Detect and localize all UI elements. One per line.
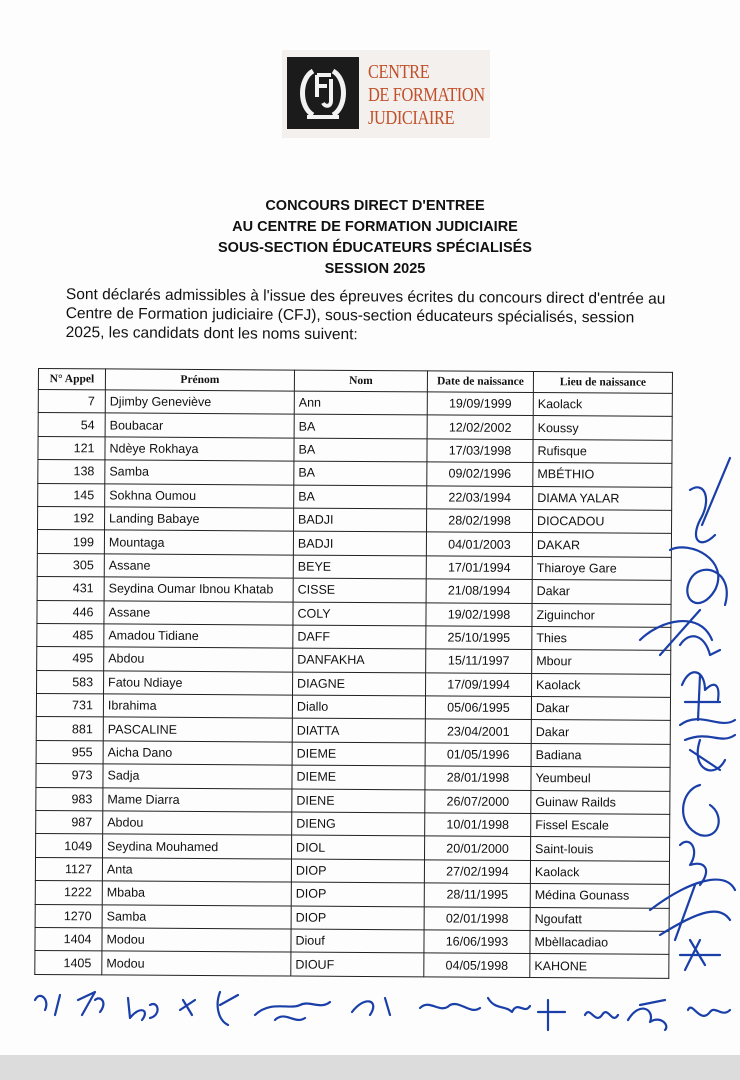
cell-birth-date: 04/05/1998	[424, 953, 530, 977]
cell-first-name: Amadou Tidiane	[104, 624, 293, 649]
cell-call-number: 485	[37, 623, 104, 647]
cell-call-number: 1404	[35, 927, 102, 951]
intro-paragraph: Sont déclarés admissibles à l'issue des épreuves écrites du concours direct d'entrée au Centre de Formation judiciaire (CFJ), sous-section éducateurs spécialisés, session 2025, les candidats dont les noms suivent:	[65, 285, 666, 344]
cell-birth-place: Mbèllacadiao	[530, 931, 669, 955]
cell-first-name: Ibrahima	[103, 694, 292, 719]
cell-birth-date: 22/03/1994	[427, 485, 533, 509]
cell-first-name: Assane	[104, 600, 293, 625]
cell-birth-date: 16/06/1993	[424, 930, 530, 954]
cell-last-name: Diouf	[291, 929, 424, 953]
cell-first-name: Seydina Mouhamed	[103, 834, 292, 859]
title-line-4: SESSION 2025	[324, 261, 426, 277]
cell-first-name: Fatou Ndiaye	[104, 671, 293, 696]
header-first-name: Prénom	[105, 369, 294, 391]
cell-first-name: Sokhna Oumou	[105, 483, 294, 508]
cell-birth-place: Ziguinchor	[532, 603, 671, 627]
cell-birth-place: MBÉTHIO	[533, 463, 672, 487]
cell-birth-date: 20/01/2000	[425, 836, 531, 860]
cell-call-number: 987	[36, 811, 103, 835]
cell-birth-place: Dakar	[531, 720, 670, 744]
cell-call-number: 495	[37, 647, 104, 671]
cell-last-name: BA	[294, 438, 427, 462]
logo-wordmark	[368, 61, 485, 130]
cell-birth-place: DIOCADOU	[533, 509, 672, 533]
cell-birth-place: Yeumbeul	[531, 767, 670, 791]
header-last-name: Nom	[294, 370, 427, 392]
cell-call-number: 121	[38, 436, 105, 460]
cfj-emblem-icon	[287, 57, 359, 129]
cell-call-number: 199	[37, 530, 104, 554]
cell-last-name: BEYE	[293, 555, 426, 579]
cell-last-name: DIAGNE	[293, 672, 426, 696]
cell-birth-place: Thies	[532, 626, 671, 650]
cell-last-name: CISSE	[293, 578, 426, 602]
cell-birth-place: KAHONE	[530, 954, 669, 978]
cell-last-name: DIOP	[291, 906, 424, 930]
cell-birth-place: Rufisque	[533, 439, 672, 463]
cell-call-number: 446	[37, 600, 104, 624]
cell-birth-date: 12/02/2002	[427, 415, 533, 439]
cell-call-number: 305	[37, 553, 104, 577]
cell-last-name: DIEME	[292, 765, 425, 789]
cell-first-name: Anta	[102, 858, 291, 883]
candidates-table	[34, 368, 673, 979]
cell-birth-date: 27/02/1994	[424, 860, 530, 884]
cell-last-name: DIOP	[291, 882, 424, 906]
cell-birth-place: Thiaroye Gare	[532, 556, 671, 580]
cell-call-number: 973	[36, 764, 103, 788]
cell-birth-place: Dakar	[532, 580, 671, 604]
cell-birth-date: 21/08/1994	[426, 579, 532, 603]
cell-birth-date: 01/05/1996	[425, 743, 531, 767]
cell-last-name: COLY	[293, 602, 426, 626]
cell-birth-date: 17/01/1994	[426, 556, 532, 580]
cell-call-number: 145	[38, 483, 105, 507]
cell-last-name: DIOUF	[291, 952, 424, 976]
cell-first-name: Abdou	[104, 647, 293, 672]
cell-first-name: Mountaga	[104, 530, 293, 555]
cell-birth-date: 25/10/1995	[426, 626, 532, 650]
cell-birth-date: 23/04/2001	[425, 719, 531, 743]
cell-last-name: DIENG	[292, 812, 425, 836]
cell-birth-date: 26/07/2000	[425, 790, 531, 814]
bottom-margin	[0, 1055, 740, 1080]
cell-call-number: 731	[36, 694, 103, 718]
cell-birth-place: Kaolack	[532, 673, 671, 697]
cell-call-number: 431	[37, 577, 104, 601]
cell-first-name: Aicha Dano	[103, 741, 292, 766]
cell-first-name: Boubacar	[105, 413, 294, 438]
cell-birth-place: Dakar	[531, 697, 670, 721]
cell-last-name: DAFF	[293, 625, 426, 649]
cell-last-name: BADJI	[294, 508, 427, 532]
cell-birth-date: 05/06/1995	[425, 696, 531, 720]
cell-call-number: 138	[38, 460, 105, 484]
cell-call-number: 881	[36, 717, 103, 741]
cell-birth-place: DAKAR	[532, 533, 671, 557]
cell-last-name: BADJI	[293, 531, 426, 555]
cell-last-name: DIATTA	[292, 719, 425, 743]
header-birth-place: Lieu de naissance	[533, 372, 672, 394]
cell-first-name: Seydina Oumar Ibnou Khatab	[104, 577, 293, 602]
logo-line-2: DE FORMATION	[368, 84, 485, 106]
cell-last-name: DANFAKHA	[293, 648, 426, 672]
cell-call-number: 1405	[35, 951, 102, 975]
cell-call-number: 7	[38, 390, 105, 414]
cell-birth-place: Ngoufatt	[530, 907, 669, 931]
cell-call-number: 1270	[35, 904, 102, 928]
cell-first-name: Sadja	[103, 764, 292, 789]
cell-birth-date: 10/01/1998	[425, 813, 531, 837]
table-body	[35, 390, 673, 979]
cell-last-name: BA	[294, 461, 427, 485]
cell-first-name: Modou	[102, 928, 291, 953]
cell-birth-date: 09/02/1996	[427, 462, 533, 486]
cell-birth-place: Badiana	[531, 743, 670, 767]
cell-last-name: DIOP	[291, 859, 424, 883]
candidates-table-container	[34, 368, 672, 979]
cell-birth-place: Mbour	[532, 650, 671, 674]
title-line-2: AU CENTRE DE FORMATION JUDICIAIRE	[232, 219, 518, 235]
cell-birth-date: 04/01/2003	[426, 532, 532, 556]
cell-last-name: Ann	[294, 391, 427, 415]
cell-birth-date: 28/01/1998	[425, 766, 531, 790]
cell-first-name: Samba	[105, 460, 294, 485]
header-call-number: N° Appel	[38, 369, 105, 390]
cell-birth-place: Saint-louis	[531, 837, 670, 861]
cell-last-name: DIOL	[292, 835, 425, 859]
cell-first-name: Abdou	[103, 811, 292, 836]
cell-first-name: Ndèye Rokhaya	[105, 437, 294, 462]
cell-birth-date: 19/09/1999	[427, 392, 533, 416]
cell-birth-date: 02/01/1998	[424, 906, 530, 930]
cell-last-name: DIEME	[292, 742, 425, 766]
cell-first-name: Djimby Geneviève	[105, 390, 294, 415]
cell-call-number: 1222	[35, 881, 102, 905]
cell-first-name: Mame Diarra	[103, 788, 292, 813]
cell-last-name: BA	[294, 485, 427, 509]
cell-birth-place: Kaolack	[533, 393, 672, 417]
cell-birth-place: Fissel Escale	[531, 814, 670, 838]
cell-first-name: Assane	[104, 554, 293, 579]
cell-birth-place: Guinaw Railds	[531, 790, 670, 814]
cell-first-name: Samba	[102, 904, 291, 929]
cell-call-number: 192	[38, 506, 105, 530]
cell-birth-date: 28/02/1998	[427, 509, 533, 533]
cell-birth-place: Kaolack	[530, 860, 669, 884]
cell-last-name: Diallo	[292, 695, 425, 719]
logo-line-1: CENTRE	[368, 61, 430, 83]
title-line-3: SOUS-SECTION ÉDUCATEURS SPÉCIALISÉS	[218, 240, 532, 256]
table-row	[35, 951, 669, 978]
logo-line-3: JUDICIAIRE	[368, 107, 455, 129]
cell-birth-place: Koussy	[533, 416, 672, 440]
cell-first-name: Mbaba	[102, 881, 291, 906]
cell-first-name: PASCALINE	[103, 717, 292, 742]
cfj-logo	[282, 50, 490, 138]
cell-first-name: Landing Babaye	[105, 507, 294, 532]
cell-birth-date: 15/11/1997	[426, 649, 532, 673]
cell-birth-place: DIAMA YALAR	[533, 486, 672, 510]
cell-birth-date: 28/11/1995	[424, 883, 530, 907]
title-line-1: CONCOURS DIRECT D'ENTREE	[265, 198, 485, 214]
cell-birth-place: Médina Gounass	[530, 884, 669, 908]
document-title	[120, 196, 630, 280]
cell-call-number: 583	[37, 670, 104, 694]
cell-birth-date: 17/03/1998	[427, 439, 533, 463]
header-birth-date: Date de naissance	[427, 371, 533, 393]
cell-call-number: 1127	[35, 857, 102, 881]
cell-call-number: 54	[38, 413, 105, 437]
cell-last-name: BA	[294, 414, 427, 438]
cell-call-number: 955	[36, 740, 103, 764]
cell-call-number: 1049	[36, 834, 103, 858]
cell-call-number: 983	[36, 787, 103, 811]
cell-last-name: DIENE	[292, 789, 425, 813]
cell-first-name: Modou	[102, 951, 291, 976]
cell-birth-date: 17/09/1994	[426, 673, 532, 697]
cell-birth-date: 19/02/1998	[426, 602, 532, 626]
